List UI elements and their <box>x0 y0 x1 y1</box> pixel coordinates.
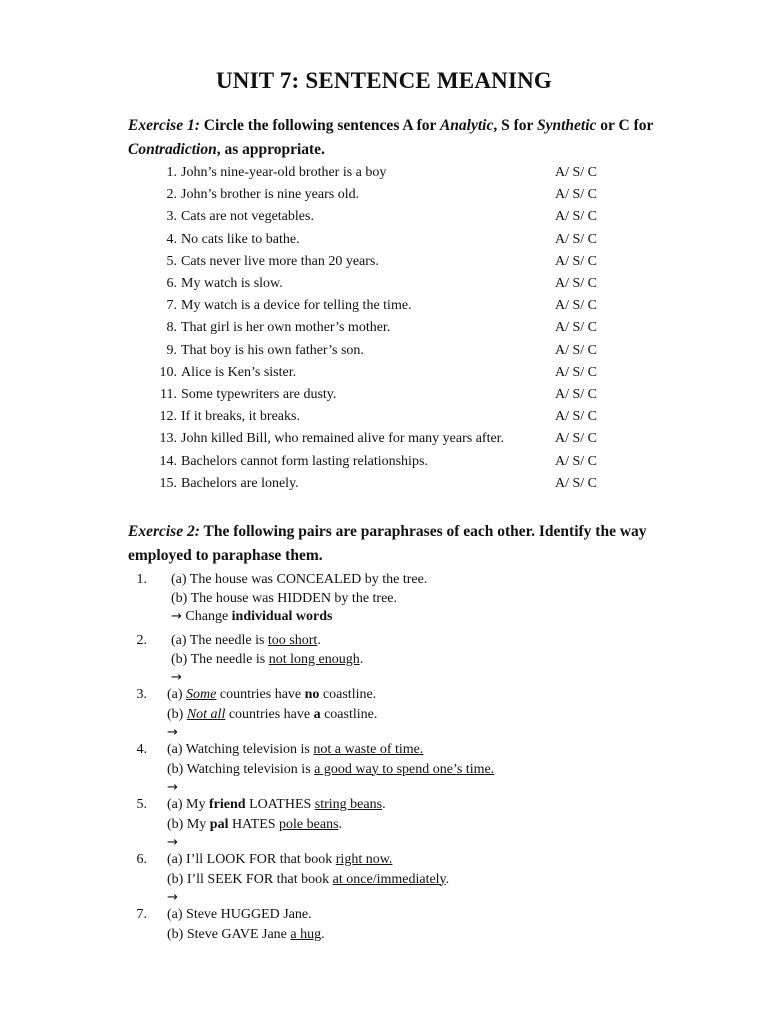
item-number: 1. <box>136 572 147 587</box>
item-number: 7. <box>166 298 177 314</box>
text-run: (a) My <box>167 797 209 812</box>
text-run: not a waste of time. <box>313 742 424 757</box>
exercise-2-instruction-line-1 <box>128 520 728 544</box>
sentence-b <box>171 651 363 669</box>
item-sentence: Bachelors cannot form lasting relationships. <box>181 453 428 469</box>
sentence-b <box>167 816 342 834</box>
arrow-right-icon: → <box>167 835 178 850</box>
item-number: 6. <box>166 276 177 291</box>
list-item <box>0 363 768 383</box>
exercise-2-instruction-text: The following pairs are paraphrases of each other. Identify the way <box>199 523 647 540</box>
answer-choices: A/ S/ C <box>555 431 598 447</box>
list-item <box>0 429 768 449</box>
item-sentence: No cats like to bathe. <box>181 231 300 247</box>
sentence-b <box>171 590 397 608</box>
answer-line <box>171 608 332 626</box>
text-run: not long enough <box>268 651 360 667</box>
list-item <box>0 341 768 361</box>
sentence-b <box>167 926 325 944</box>
item-sentence: If it breaks, it breaks. <box>181 409 300 425</box>
answer-line <box>167 889 178 907</box>
sentence-a <box>167 796 386 814</box>
answer-choices: A/ S/ C <box>555 165 598 180</box>
text-run: . <box>445 871 450 887</box>
item-number: 5. <box>136 797 147 812</box>
answer-choices: A/ S/ C <box>555 387 598 402</box>
page-title: UNIT 7: SENTENCE MEANING <box>215 68 552 93</box>
text-run: (b) <box>167 706 187 722</box>
answer-line <box>167 834 178 852</box>
text-run: (b) Watching television is <box>167 761 315 777</box>
list-item <box>0 185 768 205</box>
list-item <box>0 252 768 272</box>
answer-choices: A/ S/ C <box>555 475 598 491</box>
answer-line <box>171 669 182 687</box>
item-number: 12. <box>159 409 177 425</box>
sentence-b <box>167 706 377 724</box>
answer-choices: A/ S/ C <box>555 342 598 358</box>
item-sentence: Some typewriters are dusty. <box>181 387 337 402</box>
item-sentence: That boy is his own father’s son. <box>181 342 364 358</box>
answer-choices: A/ S/ C <box>555 409 598 425</box>
answer-choices: A/ S/ C <box>555 364 598 380</box>
exercise-1-instruction-line-2 <box>128 138 728 162</box>
item-sentence: John’s brother is nine years old. <box>181 187 360 203</box>
list-item <box>0 274 768 294</box>
item-number: 9. <box>166 342 177 358</box>
answer-choices: A/ S/ C <box>555 320 598 336</box>
sentence-a <box>171 571 427 589</box>
list-item <box>0 207 768 227</box>
list-item <box>0 318 768 338</box>
text-run: (b) I’ll SEEK FOR that book <box>167 871 333 887</box>
text-run: too short <box>267 633 318 648</box>
item-number: 11. <box>160 387 177 402</box>
arrow-right-icon: → <box>167 780 178 795</box>
text-run: LOATHES <box>245 797 315 812</box>
list-item <box>0 163 768 183</box>
item-sentence: That girl is her own mother’s mother. <box>181 320 391 336</box>
text-run: Circle the following sentences A for <box>199 117 440 134</box>
item-sentence: John’s nine-year-old brother is a boy <box>181 165 387 180</box>
text-run: Synthetic <box>537 117 597 134</box>
item-number: 3. <box>166 209 177 225</box>
item-number: 3. <box>136 687 147 702</box>
list-item <box>0 407 768 427</box>
item-number: 2. <box>166 187 177 203</box>
text-run: (b) My <box>167 816 210 832</box>
answer-choices: A/ S/ C <box>555 453 598 469</box>
text-run: (a) The needle is <box>171 633 268 648</box>
answer-choices: A/ S/ C <box>555 187 598 203</box>
sentence-a <box>167 686 376 704</box>
answer-choices: A/ S/ C <box>555 298 598 314</box>
text-run: (a) The house was CONCEALED by the tree. <box>171 572 428 587</box>
text-run: coastline. <box>320 706 378 722</box>
list-item <box>0 230 768 250</box>
text-run: countries have <box>216 687 305 702</box>
text-run: a good way to spend one’s time. <box>314 761 495 777</box>
text-run: Contradiction <box>128 141 217 158</box>
list-item <box>0 452 768 472</box>
text-run: coastline. <box>319 687 377 702</box>
exercise-2-instruction-line-2: employed to paraphase them. <box>128 547 323 564</box>
text-run: string beans <box>314 797 383 812</box>
item-number: 15. <box>159 475 177 491</box>
text-run: Change <box>181 609 232 624</box>
item-number: 7. <box>136 907 147 922</box>
answer-line <box>167 779 178 797</box>
text-run: right now. <box>335 852 393 867</box>
item-sentence: My watch is a device for telling the time. <box>181 298 412 314</box>
text-run: (b) Steve GAVE Jane <box>167 926 291 942</box>
text-run: (a) I’ll LOOK FOR that book <box>167 852 336 867</box>
sentence-b <box>167 761 494 779</box>
text-run: Analytic <box>439 117 494 134</box>
item-sentence: Alice is Ken’s sister. <box>181 364 297 380</box>
text-run: pole beans <box>279 816 339 832</box>
text-run: friend <box>209 797 246 812</box>
item-sentence: John killed Bill, who remained alive for many years after. <box>181 431 505 447</box>
item-sentence: My watch is slow. <box>181 276 283 291</box>
list-item <box>0 385 768 405</box>
text-run: countries have <box>225 706 314 722</box>
text-run: at once/immediately <box>332 871 446 887</box>
list-item <box>0 296 768 316</box>
item-number: 4. <box>136 742 147 757</box>
text-run: individual words <box>231 609 333 624</box>
text-run: (a) Steve HUGGED Jane. <box>167 907 312 922</box>
text-run: Not all <box>186 706 226 722</box>
exercise-1-heading <box>128 114 728 162</box>
item-number: 2. <box>136 633 147 648</box>
text-run: no <box>304 687 320 702</box>
item-number: 8. <box>166 320 177 336</box>
text-run: (b) The needle is <box>171 651 269 667</box>
sentence-a <box>167 741 423 759</box>
sentence-a <box>167 906 312 924</box>
text-run: a <box>313 706 321 722</box>
exercise-1-label: Exercise 1: <box>128 117 200 134</box>
sentence-a <box>167 851 392 869</box>
text-run: pal <box>209 816 229 832</box>
text-run: Some <box>186 687 217 702</box>
item-number: 4. <box>166 231 177 247</box>
text-run: . <box>338 816 343 832</box>
exercise-2-label: Exercise 2: <box>128 523 200 540</box>
answer-choices: A/ S/ C <box>555 209 598 225</box>
item-number: 10. <box>159 364 177 380</box>
answer-choices: A/ S/ C <box>555 276 598 291</box>
arrow-right-icon: → <box>171 609 182 624</box>
item-sentence: Cats never live more than 20 years. <box>181 253 379 269</box>
item-number: 1. <box>166 165 177 180</box>
arrow-right-icon: → <box>167 725 178 740</box>
text-run: , S for <box>493 117 537 134</box>
list-item <box>0 474 768 494</box>
answer-line <box>167 724 178 742</box>
text-run: , as appropriate. <box>216 141 325 158</box>
exercise-2-heading <box>128 520 728 568</box>
item-sentence: Cats are not vegetables. <box>181 209 314 225</box>
text-run: (b) The house was HIDDEN by the tree. <box>171 590 398 606</box>
exercise-1-instruction-line-1 <box>128 114 728 138</box>
text-run: a hug <box>290 926 322 942</box>
item-number: 13. <box>159 431 177 447</box>
answer-choices: A/ S/ C <box>555 253 598 269</box>
text-run: or C for <box>596 117 654 134</box>
text-run: (a) <box>167 687 187 702</box>
text-run: . <box>382 797 386 812</box>
text-run: (a) Watching television is <box>167 742 314 757</box>
item-number: 14. <box>159 453 177 469</box>
text-run: HATES <box>228 816 280 832</box>
text-run: . <box>359 651 364 667</box>
text-run: . <box>321 926 325 942</box>
arrow-right-icon: → <box>171 670 182 685</box>
sentence-b <box>167 871 449 889</box>
text-run: . <box>317 633 321 648</box>
arrow-right-icon: → <box>167 890 178 905</box>
item-number: 6. <box>136 852 147 867</box>
sentence-a <box>171 632 321 650</box>
item-sentence: Bachelors are lonely. <box>181 475 299 491</box>
answer-choices: A/ S/ C <box>555 231 598 247</box>
item-number: 5. <box>166 253 177 269</box>
